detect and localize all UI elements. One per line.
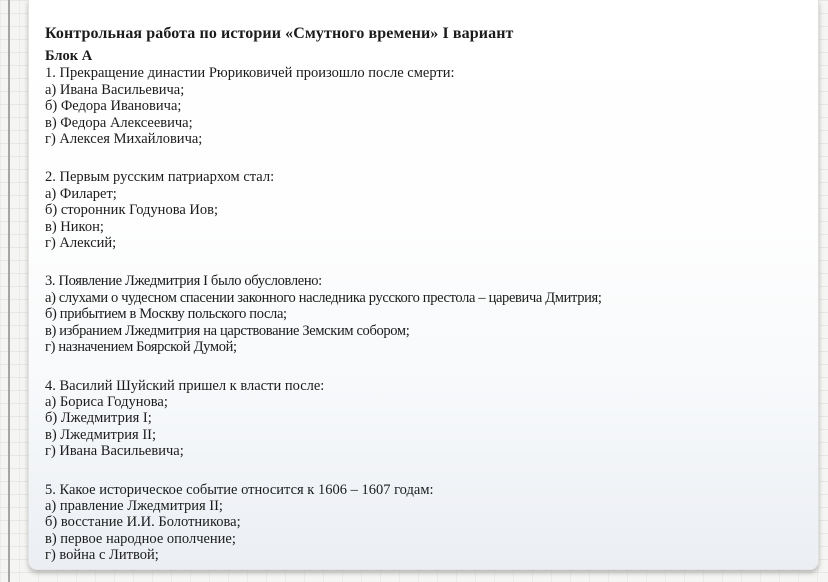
section-heading: Блок А <box>45 48 93 64</box>
answer-option: в) Лжедмитрия II; <box>45 426 157 443</box>
answer-option: а) правление Лжедмитрия II; <box>45 497 223 514</box>
grid-column-divider <box>8 0 10 582</box>
question-text: 3. Появление Лжедмитрия I было обусловлено: <box>45 273 322 290</box>
answer-option: б) сторонник Годунова Иов; <box>45 202 219 219</box>
answer-option: г) война с Литвой; <box>45 547 159 564</box>
answer-option: б) восстание И.И. Болотникова; <box>45 514 241 531</box>
question-block-1 <box>45 65 804 147</box>
question-block-4 <box>45 378 804 460</box>
question-block-2 <box>45 169 804 251</box>
answer-option: б) Лжедмитрия I; <box>45 410 152 427</box>
question-text: 1. Прекращение династии Рюриковичей произошло после смерти: <box>45 65 455 82</box>
answer-option: а) Филарет; <box>45 185 117 202</box>
answer-option: а) Бориса Годунова; <box>45 393 168 410</box>
answer-option: в) Федора Алексеевича; <box>45 114 193 131</box>
question-block-5 <box>45 482 804 564</box>
answer-option: г) Алексея Михайловича; <box>45 131 203 148</box>
answer-option: а) слухами о чудесном спасении законного наследника русского престола – царевича Дмитрия; <box>45 289 602 306</box>
answer-option: в) первое народное ополчение; <box>45 530 236 547</box>
answer-option: г) Ивана Васильевича; <box>45 443 184 460</box>
question-block-3 <box>45 273 804 355</box>
document-page <box>28 0 819 570</box>
answer-option: г) Алексий; <box>45 235 117 252</box>
answer-option: б) прибытием в Москву польского посла; <box>45 306 287 323</box>
answer-option: г) назначением Боярской Думой; <box>45 339 237 356</box>
answer-option: б) Федора Ивановича; <box>45 98 182 115</box>
document-title: Контрольная работа по истории «Смутного времени» I вариант <box>45 25 514 42</box>
answer-option: а) Ивана Васильевича; <box>45 81 185 98</box>
answer-option: в) избранием Лжедмитрия на царствование Земским собором; <box>45 322 410 339</box>
answer-option: в) Никон; <box>45 218 104 235</box>
question-text: 5. Какое историческое событие относится к 1606 – 1607 годам: <box>45 481 434 498</box>
question-text: 4. Василий Шуйский пришел к власти после: <box>45 377 325 394</box>
question-text: 2. Первым русским патриархом стал: <box>45 169 275 186</box>
